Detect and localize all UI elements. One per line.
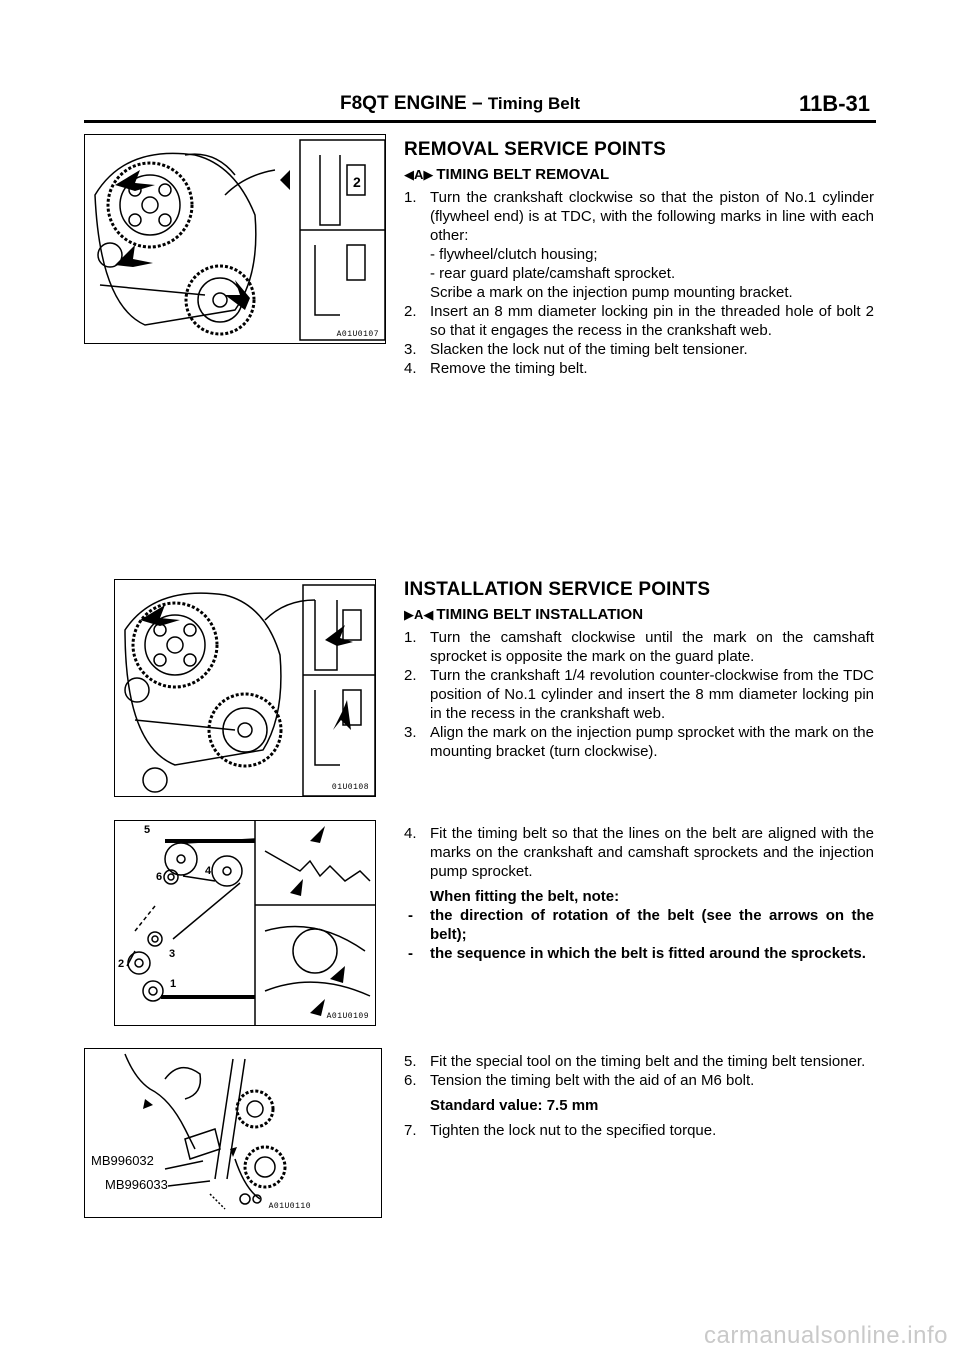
installation-step [404,1071,874,1115]
callout-2: 2 [118,958,125,970]
installation-step [404,824,874,906]
step-number: 4. [404,360,417,377]
removal-section [404,140,874,378]
removal-heading: REMOVAL SERVICE POINTS [404,139,667,160]
installation-step-4-block [404,824,874,963]
installation-step [404,1121,874,1140]
tool-label-mb996032: MB996032 [91,1153,154,1168]
step-number: 7. [404,1122,417,1139]
installation-step [404,723,874,761]
step-text: - flywheel/clutch housing; [430,246,598,263]
callout-5: 5 [144,824,151,836]
step-text: Slacken the lock nut of the timing belt tensioner. [430,341,748,358]
figure-code: 01U0108 [331,783,369,792]
installation-step [404,666,874,723]
step-text: Fit the special tool on the timing belt and the timing belt tensioner. [430,1053,866,1070]
note-text: the sequence in which the belt is fitted around the sprockets. [430,945,866,962]
note-title: When fitting the belt, note: [430,888,620,905]
page-header [84,90,876,120]
step-text: Turn the crankshaft 1/4 revolution counter-clockwise from the TDC position of No.1 cylinder and insert the 8 mm diameter locking pin in the recess in the crankshaft web. [430,667,874,722]
removal-step [404,188,874,302]
note-item [404,906,874,944]
special-tool-illustration [85,1049,381,1217]
engine-front-illustration-2 [115,580,375,796]
svg-text:2: 2 [353,174,361,190]
callout-1: 1 [170,978,177,990]
removal-subheading [404,165,874,184]
service-marker: ▶A◀ [404,607,434,622]
tool-label-mb996033: MB996033 [105,1177,168,1192]
installation-step [404,628,874,666]
step-number: 4. [404,825,417,842]
note-dash: - [408,907,413,924]
removal-subheading-text: TIMING BELT REMOVAL [436,166,610,183]
figure-belt-routing [114,820,376,1026]
step-number: 3. [404,724,417,741]
figure-code: A01U0110 [268,1202,311,1211]
step-text: Insert an 8 mm diameter locking pin in the threaded hole of bolt 2 so that it engages the recess in the crankshaft web. [430,303,874,339]
figure-timing-marks-removal [84,134,386,344]
engine-name: F8QT ENGINE [340,93,467,114]
step-number: 1. [404,189,417,206]
title-separator: – [471,93,483,114]
section-name: Timing Belt [487,94,581,113]
note-item [404,944,874,963]
note-dash: - [408,945,413,962]
removal-step [404,302,874,340]
removal-step [404,359,874,378]
belt-routing-diagram [115,821,375,1025]
service-marker: ◀A▶ [404,167,434,182]
installation-subheading-text: TIMING BELT INSTALLATION [436,606,644,623]
step-text: Tighten the lock nut to the specified torque. [430,1122,717,1139]
step-number: 6. [404,1072,417,1089]
engine-front-illustration [85,135,385,343]
figure-code: A01U0109 [326,1012,369,1021]
page-number: 11B-31 [799,91,870,116]
step-text: Scribe a mark on the injection pump mounting bracket. [430,284,793,301]
step-text: Turn the camshaft clockwise until the mark on the camshaft sprocket is opposite the mark on the guard plate. [430,629,874,665]
callout-4: 4 [205,865,212,877]
page-title [340,93,580,115]
watermark: carmanualsonline.info [704,1322,948,1349]
figure-timing-marks-installation [114,579,376,797]
step-text: Turn the crankshaft clockwise so that the piston of No.1 cylinder (flywheel end) is at TDC, with the following marks in line with each other: [430,189,874,244]
figure-code: A01U0107 [336,330,379,339]
step-number: 2. [404,303,417,320]
callout-6: 6 [156,871,163,883]
step-text: Fit the timing belt so that the lines on the belt are aligned with the marks on the crankshaft and camshaft sprockets and the injection pump sprocket. [430,825,874,880]
step-number: 2. [404,667,417,684]
installation-subheading [404,605,874,624]
step-number: 5. [404,1053,417,1070]
standard-value: Standard value: 7.5 mm [430,1097,599,1114]
installation-section [404,580,874,761]
header-rule [84,120,876,123]
installation-steps-5-7 [404,1052,874,1140]
note-text: the direction of rotation of the belt (see the arrows on the belt); [430,907,874,943]
installation-step [404,1052,874,1071]
step-text: Tension the timing belt with the aid of an M6 bolt. [430,1072,755,1089]
installation-heading: INSTALLATION SERVICE POINTS [404,579,711,600]
step-text: Align the mark on the injection pump sprocket with the mark on the mounting bracket (turn clockwise). [430,724,874,760]
removal-step [404,340,874,359]
step-number: 1. [404,629,417,646]
callout-3: 3 [169,948,176,960]
step-number: 3. [404,341,417,358]
step-text: - rear guard plate/camshaft sprocket. [430,265,676,282]
figure-special-tool [84,1048,382,1218]
step-text: Remove the timing belt. [430,360,588,377]
